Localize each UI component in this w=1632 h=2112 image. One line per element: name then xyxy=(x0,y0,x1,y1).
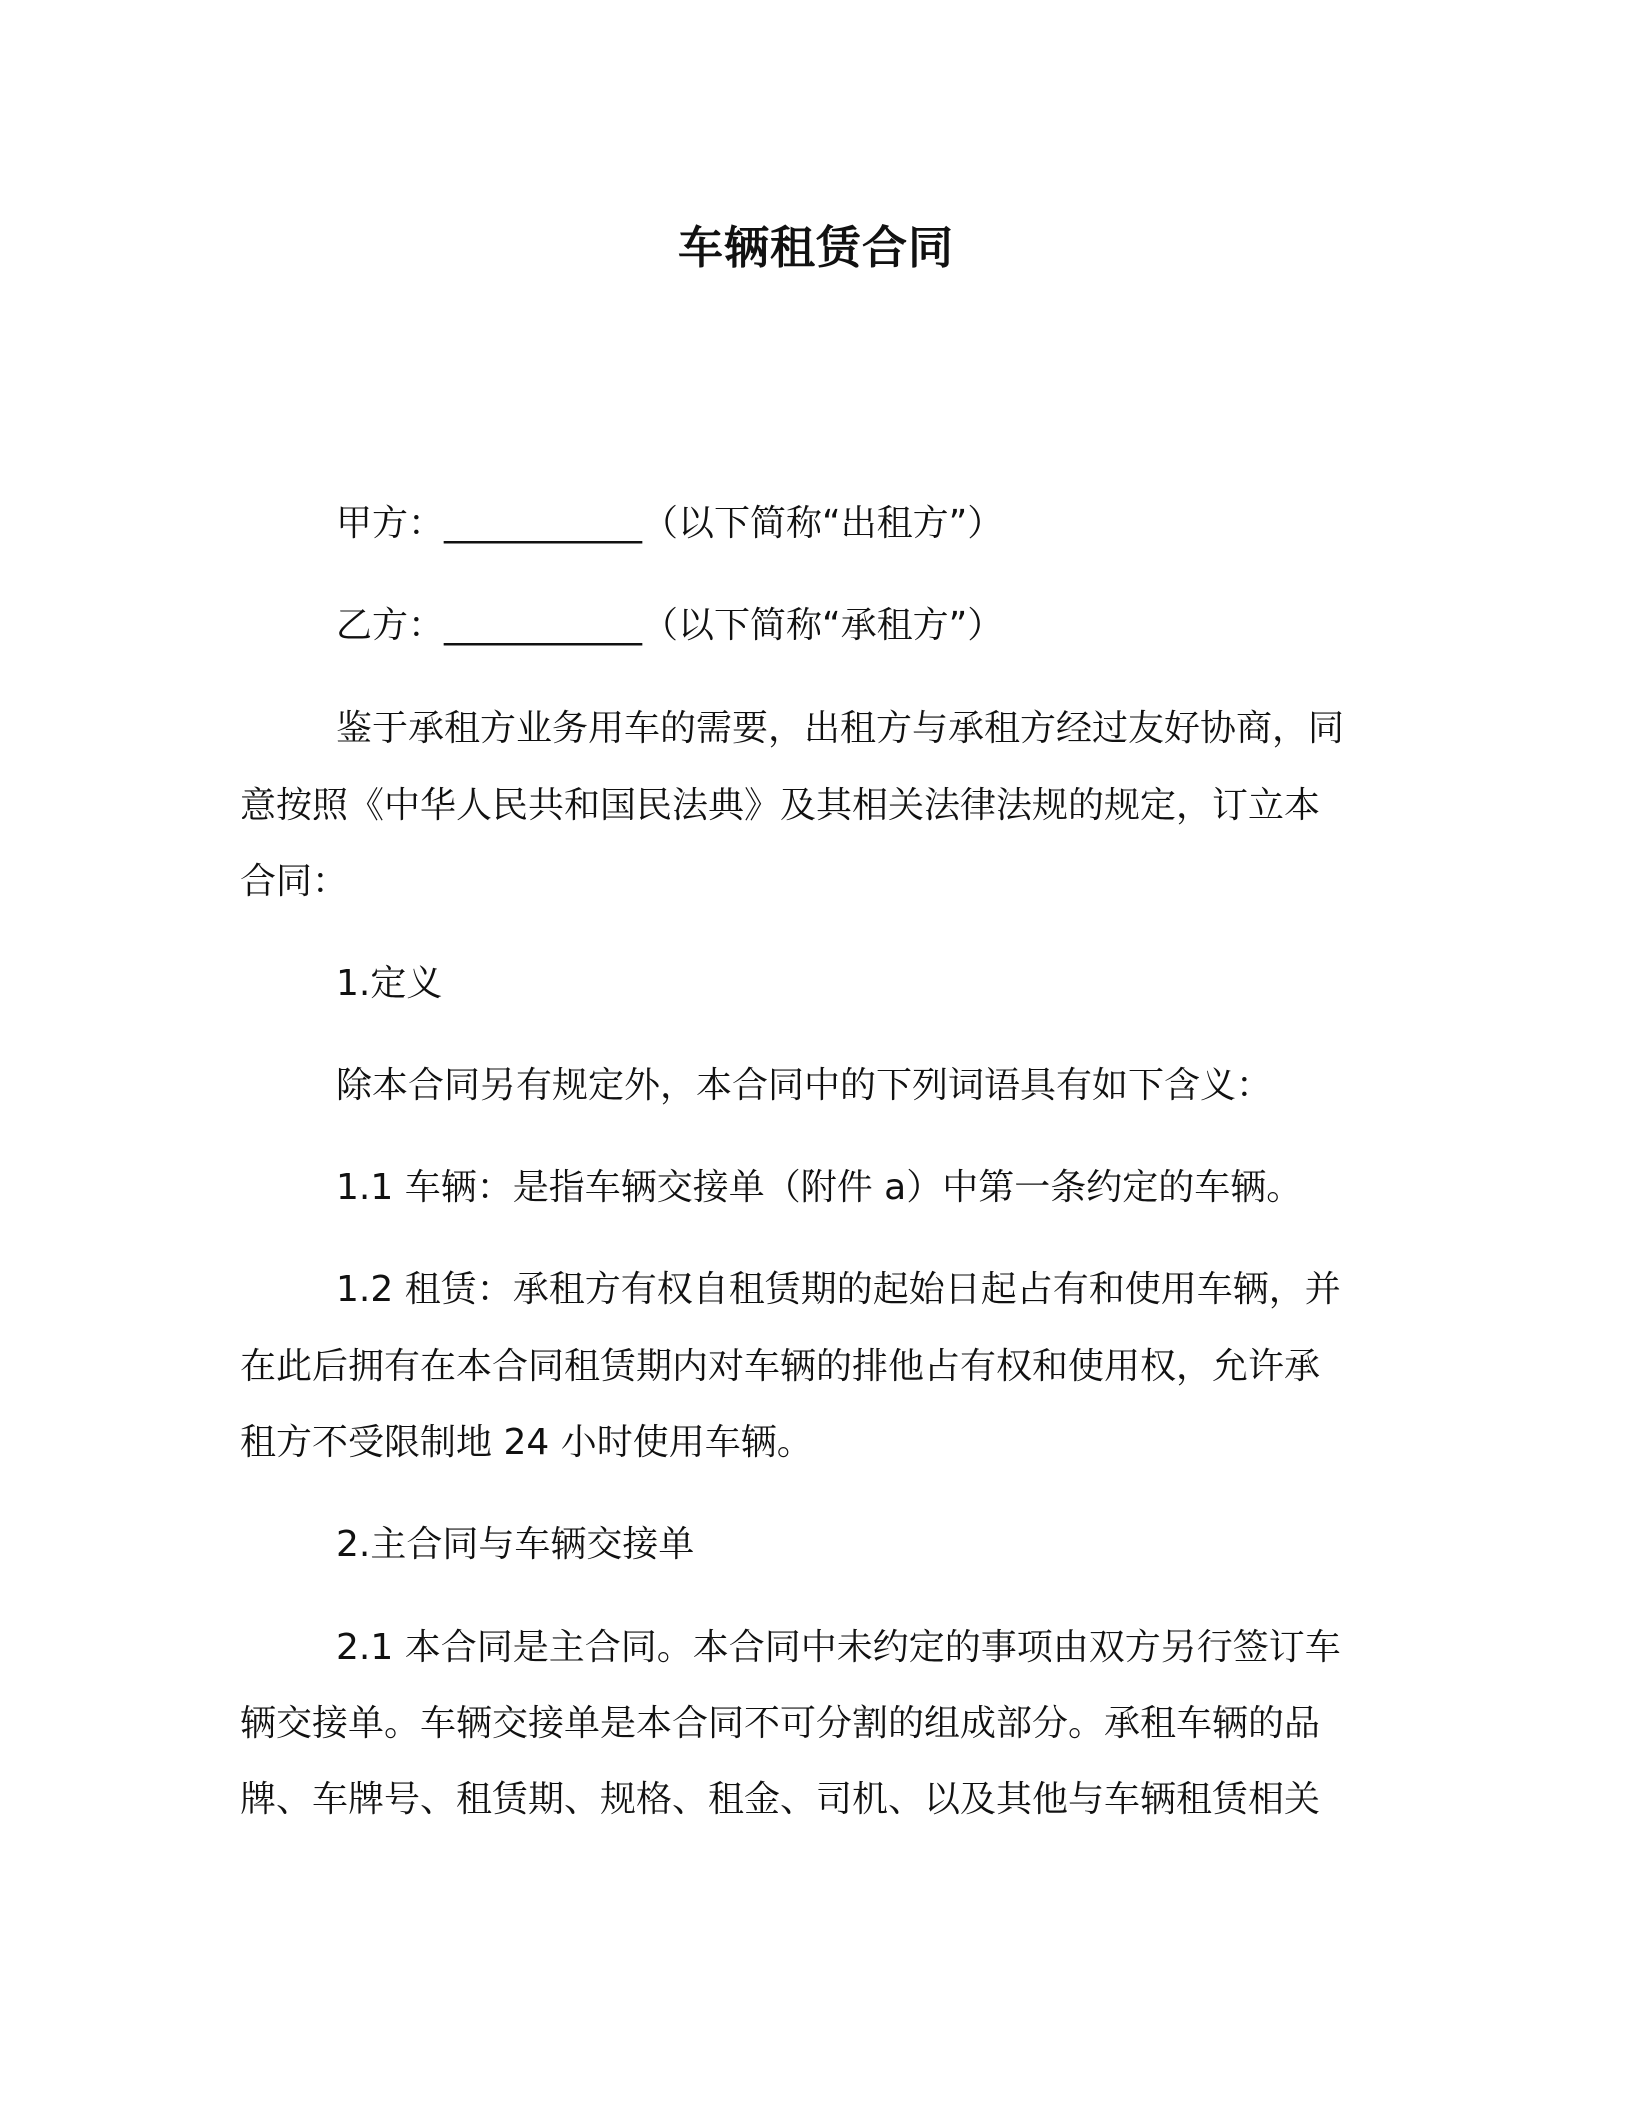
clause-2-1-line-3: 牌、车牌号、租赁期、规格、租金、司机、以及其他与车辆租赁相关 xyxy=(240,1779,1321,1820)
clause-2-1-line-1: 2.1 本合同是主合同。本合同中未约定的事项由双方另行签订车 xyxy=(336,1627,1341,1668)
party-a-line: 甲方：___________（以下简称“出租方”） xyxy=(336,503,1004,544)
definition-intro: 除本合同另有规定外，本合同中的下列词语具有如下含义： xyxy=(336,1065,1273,1106)
party-b-line: 乙方：___________（以下简称“承租方”） xyxy=(336,605,1004,646)
preamble-line-2: 意按照《中华人民共和国民法典》及其相关法律法规的规定，订立本 xyxy=(240,785,1321,826)
clause-2-1-line-2: 辆交接单。车辆交接单是本合同不可分割的组成部分。承租车辆的品 xyxy=(240,1703,1321,1744)
section-heading-1: 1.定义 xyxy=(336,963,443,1004)
preamble-line-3: 合同： xyxy=(240,861,349,902)
section-heading-2: 2.主合同与车辆交接单 xyxy=(336,1524,695,1565)
preamble-line-1: 鉴于承租方业务用车的需要，出租方与承租方经过友好协商，同 xyxy=(336,708,1345,749)
document-title: 车辆租赁合同 xyxy=(677,221,954,274)
clause-1-1: 1.1 车辆：是指车辆交接单（附件 a）中第一条约定的车辆。 xyxy=(336,1167,1303,1208)
clause-1-2-line-2: 在此后拥有在本合同租赁期内对车辆的排他占有权和使用权，允许承 xyxy=(240,1346,1321,1387)
clause-1-2-line-3: 租方不受限制地 24 小时使用车辆。 xyxy=(240,1422,813,1463)
clause-1-2-line-1: 1.2 租赁：承租方有权自租赁期的起始日起占有和使用车辆，并 xyxy=(336,1269,1341,1310)
